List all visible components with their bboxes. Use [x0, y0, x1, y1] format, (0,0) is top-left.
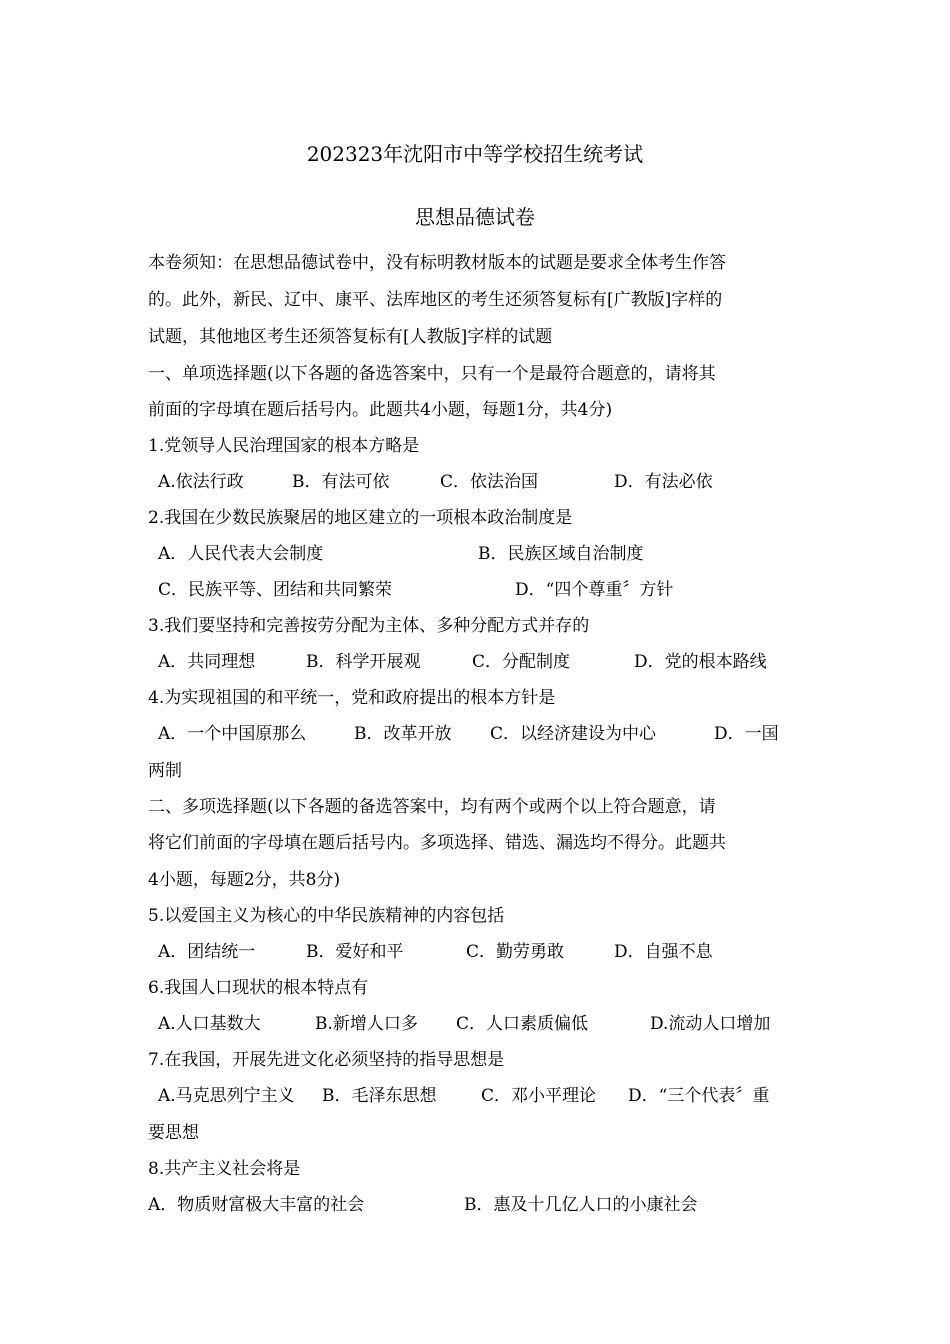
- question-2-option-a[interactable]: A．人民代表大会制度: [158, 544, 324, 564]
- question-8-option-a[interactable]: A．物质财富极大丰富的社会: [148, 1195, 365, 1215]
- question-3-option-c[interactable]: C．分配制度: [472, 652, 571, 672]
- question-5-option-c[interactable]: C．勤劳勇敢: [466, 942, 565, 962]
- question-5-option-b[interactable]: B．爱好和平: [306, 942, 404, 962]
- question-1-option-b[interactable]: B．有法可依: [292, 472, 390, 492]
- notice-line-2: 的。此外，新民、辽中、康平、法库地区的考生还须答复标有[广教版]字样的: [148, 290, 723, 310]
- section1-heading-line-2: 前面的字母填在题后括号内。此题共4小题，每题1分，共4分): [148, 400, 613, 420]
- question-4-option-a[interactable]: A．一个中国原那么: [158, 724, 307, 744]
- question-6-option-c[interactable]: C．人口素质偏低: [456, 1014, 589, 1034]
- question-4-option-d-wrap: 两制: [148, 761, 182, 781]
- question-6-option-d[interactable]: D.流动人口增加: [650, 1014, 771, 1034]
- question-4-stem: 4.为实现祖国的和平统一，党和政府提出的根本方针是: [148, 688, 556, 708]
- exam-title: 202323年沈阳市中等学校招生统考试: [306, 142, 644, 166]
- question-5-stem: 5.以爱国主义为核心的中华民族精神的内容包括: [148, 906, 505, 926]
- question-4-option-b[interactable]: B．改革开放: [354, 724, 452, 744]
- question-2-option-b[interactable]: B．民族区域自治制度: [478, 544, 644, 564]
- question-2-option-d[interactable]: D．“四个尊重〞方针: [515, 580, 674, 600]
- question-8-option-b[interactable]: B．惠及十几亿人口的小康社会: [464, 1195, 698, 1215]
- notice-line-3: 试题，其他地区考生还须答复标有[人教版]字样的试题: [148, 327, 553, 347]
- section1-heading-line-1: 一、单项选择题(以下各题的备选答案中，只有一个是最符合题意的，请将其: [148, 364, 716, 384]
- question-7-option-a[interactable]: A.马克思列宁主义: [158, 1086, 295, 1106]
- question-7-option-b[interactable]: B．毛泽东思想: [322, 1086, 437, 1106]
- question-2-option-c[interactable]: C．民族平等、团结和共同繁荣: [158, 580, 393, 600]
- section2-heading-line-2: 将它们前面的字母填在题后括号内。多项选择、错选、漏选均不得分。此题共: [148, 833, 726, 853]
- question-6-stem: 6.我国人口现状的根本特点有: [148, 978, 369, 998]
- question-1-stem: 1.党领导人民治理国家的根本方略是: [148, 436, 420, 456]
- question-5-option-a[interactable]: A．团结统一: [158, 942, 256, 962]
- question-3-option-a[interactable]: A．共同理想: [158, 652, 256, 672]
- question-4-option-d[interactable]: D．一国: [714, 724, 779, 744]
- notice-line-1: 本卷须知：在思想品德试卷中，没有标明教材版本的试题是要求全体考生作答: [148, 253, 726, 273]
- question-1-option-d[interactable]: D．有法必依: [614, 472, 713, 492]
- question-3-option-d[interactable]: D．党的根本路线: [634, 652, 767, 672]
- exam-subtitle: 思想品德试卷: [415, 205, 535, 229]
- question-8-stem: 8.共产主义社会将是: [148, 1159, 301, 1179]
- section2-heading-line-1: 二、多项选择题(以下各题的备选答案中，均有两个或两个以上符合题意，请: [148, 797, 716, 817]
- question-1-option-a[interactable]: A.依法行政: [158, 472, 244, 492]
- question-5-option-d[interactable]: D．自强不息: [614, 942, 713, 962]
- question-7-option-d-wrap: 要思想: [148, 1123, 199, 1143]
- question-3-stem: 3.我们要坚持和完善按劳分配为主体、多种分配方式并存的: [148, 616, 590, 636]
- question-2-stem: 2.我国在少数民族聚居的地区建立的一项根本政治制度是: [148, 508, 573, 528]
- question-7-option-d[interactable]: D．“三个代表〞重: [628, 1086, 770, 1106]
- question-7-option-c[interactable]: C．邓小平理论: [481, 1086, 597, 1106]
- question-7-stem: 7.在我国，开展先进文化必须坚持的指导思想是: [148, 1050, 505, 1070]
- question-1-option-c[interactable]: C．依法治国: [440, 472, 539, 492]
- section2-heading-line-3: 4小题，每题2分，共8分): [148, 870, 341, 890]
- question-4-option-c[interactable]: C．以经济建设为中心: [490, 724, 657, 744]
- question-6-option-a[interactable]: A.人口基数大: [158, 1014, 261, 1034]
- question-6-option-b[interactable]: B.新增人口多: [315, 1014, 418, 1034]
- question-3-option-b[interactable]: B．科学开展观: [306, 652, 421, 672]
